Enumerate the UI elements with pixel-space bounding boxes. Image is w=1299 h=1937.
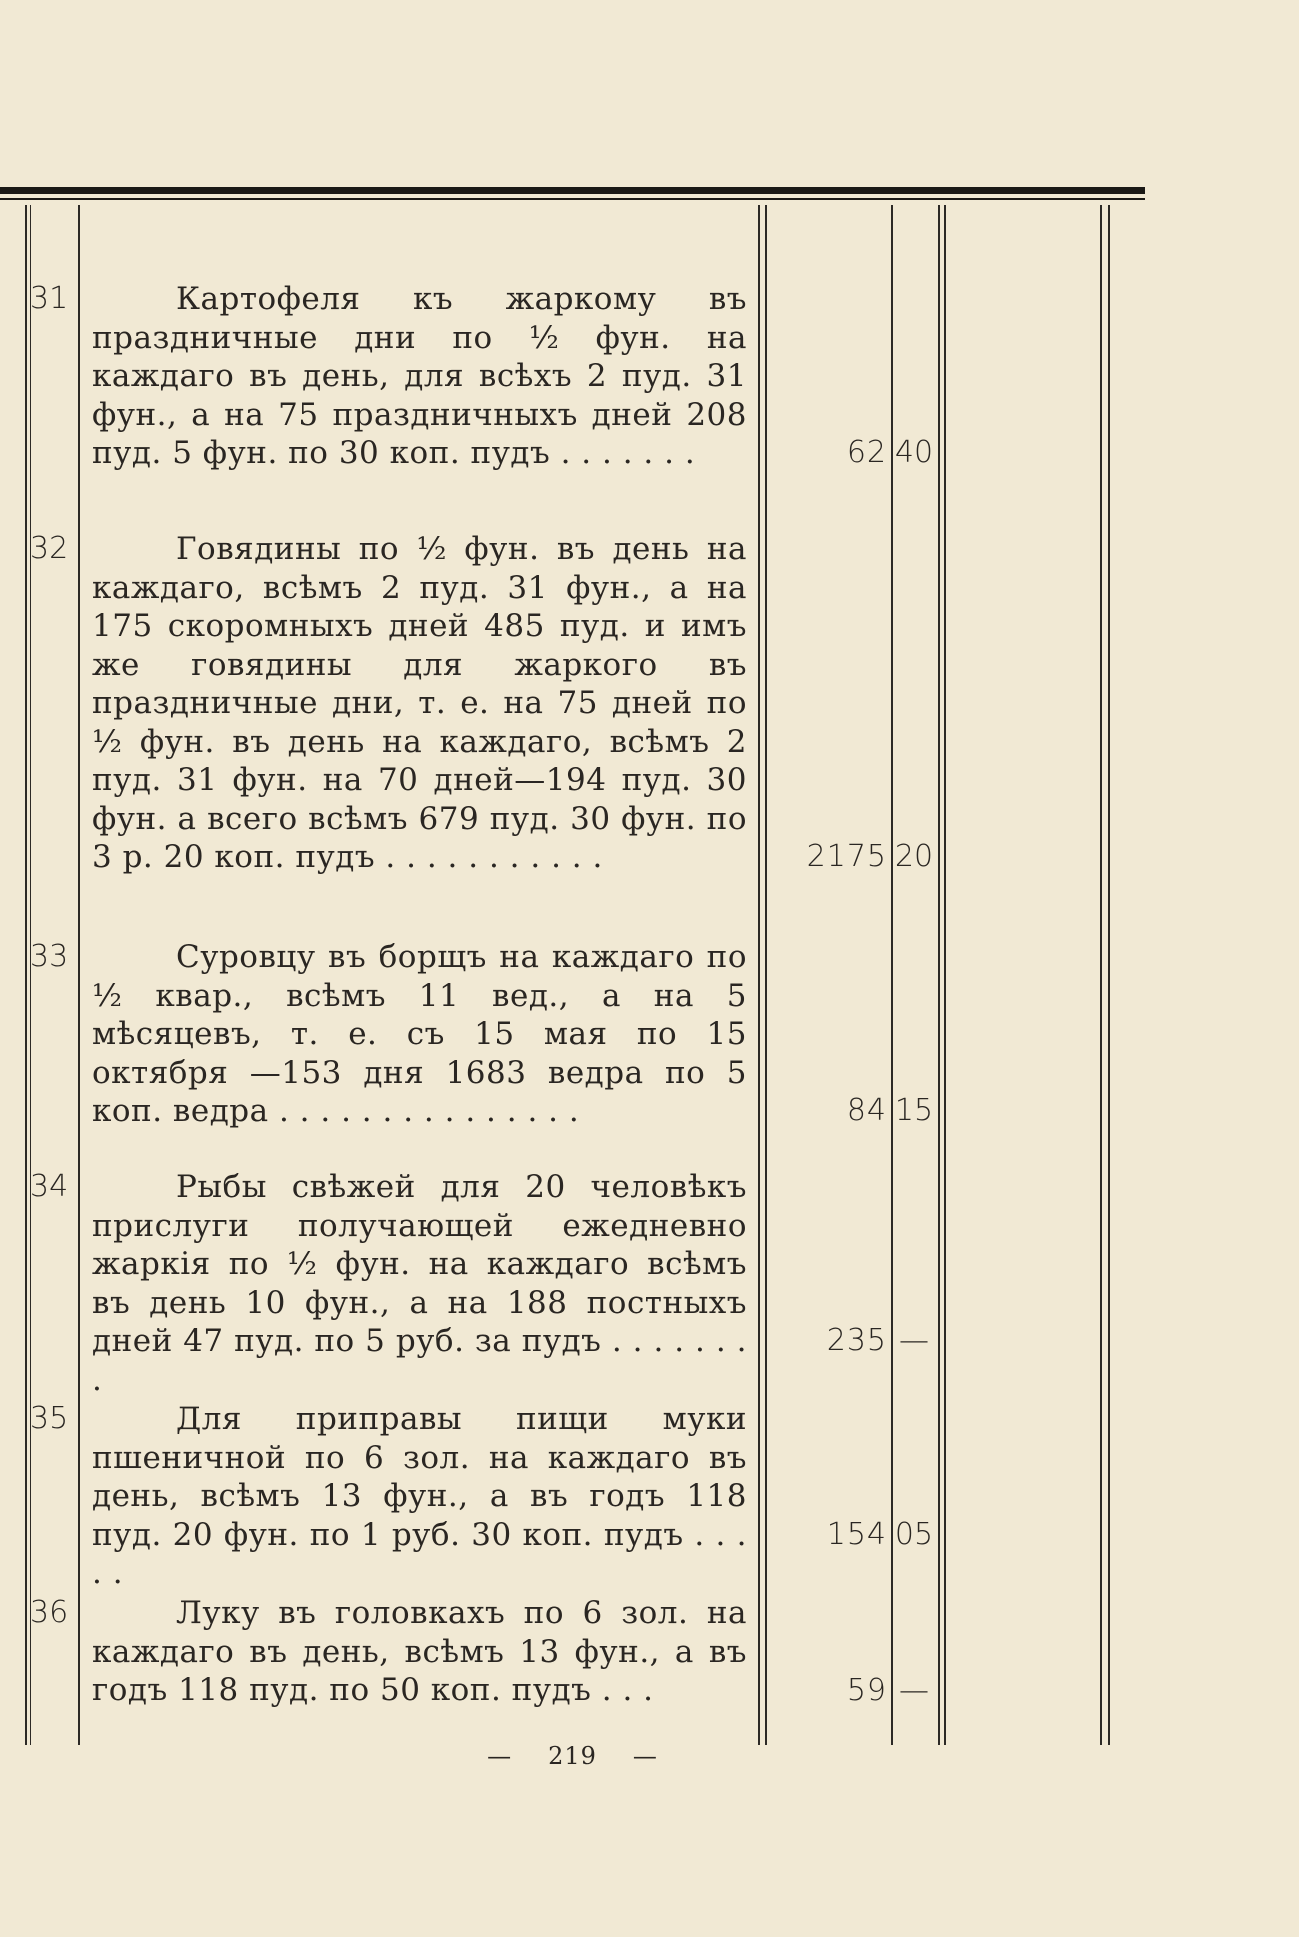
amount-kopecks: — <box>899 1323 929 1358</box>
top-rule-thick <box>0 187 1145 194</box>
item-number: 33 <box>30 939 69 974</box>
amount-rubles: 2175 <box>806 839 887 874</box>
amount-rubles: 235 <box>826 1323 887 1358</box>
amount-kopecks: 40 <box>894 435 934 470</box>
item-description: Суровцу въ борщъ на каждаго по ½ квар., всѣмъ 11 вед., а на 5 мѣсяцевъ, т. е. съ 15 мая по 15 октября —153 дня 1683 ведра по 5 коп. ведра . . . . . . . . . . . . . . . <box>92 939 747 1129</box>
page-footer <box>0 1742 1145 1770</box>
footer-dash: — <box>632 1742 658 1770</box>
item-description: Рыбы свѣжей для 20 человѣкъ прислуги получающей ежедневно жаркія по ½ фун. на каждаго всѣмъ въ день 10 фун., а на 188 постныхъ дней 47 пуд. по 5 руб. за пудъ . . . . . . . . <box>92 1169 747 1398</box>
item-description: Картофеля къ жаркому въ праздничные дни по ½ фун. на каждаго въ день, для всѣхъ 2 пуд. 31 фун., а на 75 праздничныхъ дней 208 пуд. 5 фун. по 30 коп. пудъ . . . . . . . <box>92 281 747 471</box>
item-description: Для приправы пищи муки пшеничной по 6 зол. на каждаго въ день, всѣмъ 13 фун., а въ годъ 118 пуд. 20 фун. по 1 руб. 30 коп. пудъ . . . . . <box>92 1401 747 1591</box>
column-rule <box>758 205 760 1745</box>
footer-dash: — <box>487 1742 513 1770</box>
amount-rubles: 84 <box>846 1093 887 1128</box>
item-number: 35 <box>30 1401 69 1436</box>
amount-rubles: 62 <box>846 435 887 470</box>
item-number: 34 <box>30 1169 69 1204</box>
item-number: 32 <box>30 531 69 566</box>
item-number: 36 <box>30 1595 69 1630</box>
amount-kopecks: — <box>899 1673 929 1708</box>
column-rule <box>1100 205 1102 1745</box>
amount-rubles: 154 <box>826 1517 887 1552</box>
page-number: 219 <box>548 1742 597 1770</box>
column-rule <box>25 205 27 1745</box>
amount-rubles: 59 <box>846 1673 887 1708</box>
item-description: Луку въ головкахъ по 6 зол. на каждаго въ день, всѣмъ 13 фун., а въ годъ 118 пуд. по 50 коп. пудъ . . . <box>92 1595 747 1708</box>
column-rule <box>938 205 940 1745</box>
amount-kopecks: 15 <box>894 1093 934 1128</box>
column-rule <box>1108 205 1110 1745</box>
top-rule-thin <box>0 198 1145 200</box>
item-description: Говядины по ½ фун. въ день на каждаго, всѣмъ 2 пуд. 31 фун., а на 175 скоромныхъ дней 485 пуд. и имъ же говядины для жаркого въ праздничные дни, т. е. на 75 дней по ½ фун. въ день на каждаго, всѣмъ 2 пуд. 31 фун. на 70 дней—194 пуд. 30 фун. а всего всѣмъ 679 пуд. 30 фун. по 3 р. 20 коп. пудъ . . . . . . . . . . . <box>92 531 747 875</box>
amount-kopecks: 20 <box>894 839 934 874</box>
column-rule <box>944 205 946 1745</box>
column-rule <box>78 205 80 1745</box>
item-number: 31 <box>30 281 69 316</box>
amount-kopecks: 05 <box>894 1517 934 1552</box>
